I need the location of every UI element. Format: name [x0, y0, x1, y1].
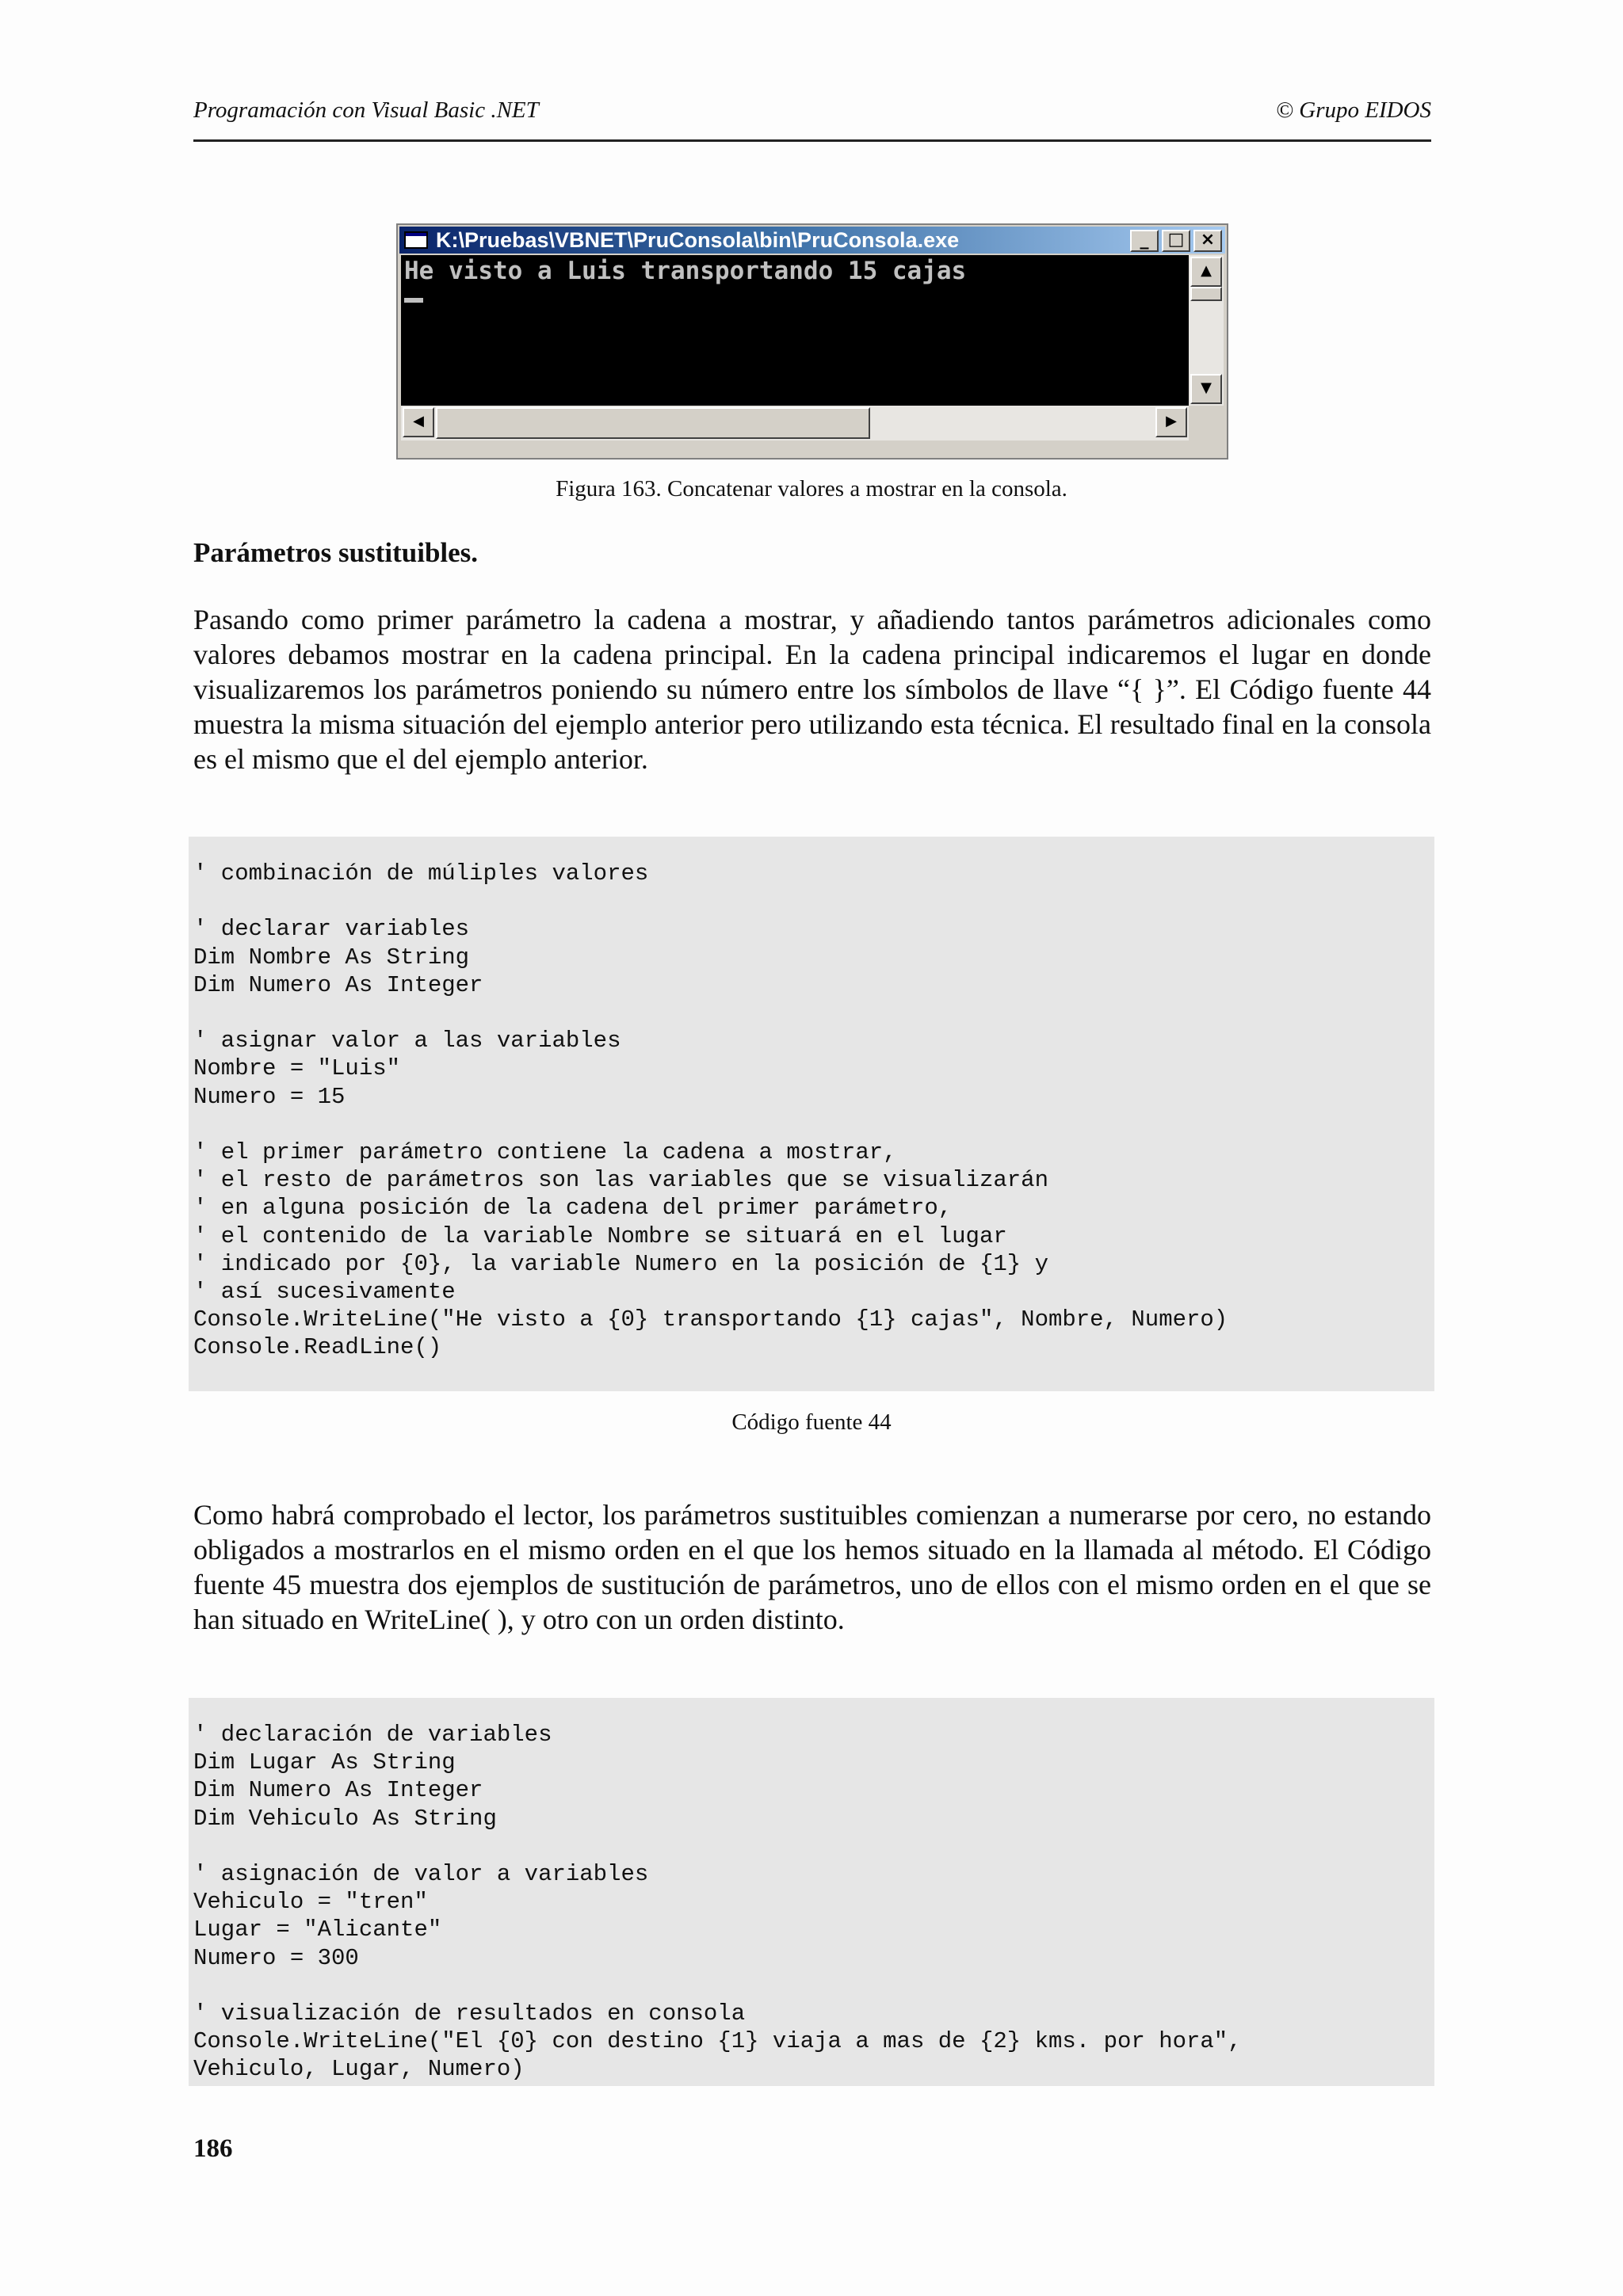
resize-grip-icon	[1189, 406, 1224, 441]
code-block-45: ' declaración de variables Dim Lugar As String Dim Numero As Integer Dim Vehiculo As String ' asignación de valor a variables Vehiculo = "tren" Lugar = "Alicante" Numero = 300 ' visualización de resultados en consola Console.WriteLine("El {0} con destino {1} viaja a mas de {2} kms. por hora", Vehiculo, Lugar, Numero)	[189, 1698, 1434, 2086]
figure-caption: Figura 163. Concatenar valores a mostrar en la consola.	[556, 476, 1067, 502]
minimize-icon: _	[1130, 230, 1159, 252]
header-publisher: © Grupo EIDOS	[1275, 97, 1431, 123]
paragraph-2: Como habrá comprobado el lector, los parámetros sustituibles comienzan a numerarse por cero, no estando obligados a mostrarlos en el mismo orden en el que los hemos situado en la llamada al método. El Código fuente 45 muestra dos ejemplos de sustitución de parámetros, uno de ellos con el mismo orden en el que se han situado en WriteLine( ), y otro con un orden distinto.	[193, 1499, 1431, 1635]
console-window-icon	[404, 231, 428, 249]
horizontal-scrollbar	[401, 406, 1189, 441]
vertical-scrollbar	[1189, 255, 1224, 406]
scroll-left-arrow-icon: ◀	[403, 407, 434, 437]
page-number: 186	[193, 2134, 233, 2163]
page-header	[193, 95, 1431, 142]
horizontal-scroll-thumb	[436, 407, 870, 439]
code-block-44: ' combinación de múliples valores ' declarar variables Dim Nombre As String Dim Numero As Integer ' asignar valor a las variables Nombre = "Luis" Numero = 15 ' el primer parámetro contiene la cadena a mostrar, ' el resto de parámetros son las variables que se visualizarán ' en alguna posición de la cadena del primer parámetro, ' el contenido de la variable Nombre se situará en el lugar ' indicado por {0}, la variable Numero en la posición de {1} y ' así sucesivamente Console.WriteLine("He visto a {0} transportando {1} cajas", Nombre, Numero) Console.ReadLine()	[189, 837, 1434, 1391]
console-cursor	[404, 298, 423, 303]
maximize-icon: □	[1162, 230, 1190, 252]
scroll-down-arrow-icon: ▼	[1190, 374, 1222, 404]
scroll-up-arrow-icon: ▲	[1190, 257, 1222, 287]
header-book-title: Programación con Visual Basic .NET	[193, 97, 539, 123]
scroll-right-arrow-icon: ▶	[1155, 407, 1187, 437]
console-output-text: He visto a Luis transportando 15 cajas	[404, 257, 967, 285]
vertical-scroll-thumb	[1190, 287, 1222, 301]
paragraph-1: Pasando como primer parámetro la cadena a mostrar, y añadiendo tantos parámetros adicionales como valores debamos mostrar en la cadena principal. En la cadena principal indicaremos el lugar en donde visualizaremos los parámetros poniendo su número entre los símbolos de llave “{ }”. El Código fuente 44 muestra la misma situación del ejemplo anterior pero utilizando esta técnica. El resultado final en la consola es el mismo que el del ejemplo anterior.	[193, 604, 1431, 775]
close-icon: ×	[1193, 230, 1222, 252]
console-window-figure	[396, 223, 1228, 460]
code-caption-44: Código fuente 44	[731, 1409, 892, 1435]
section-title: Parámetros sustituibles.	[193, 537, 479, 568]
console-output-area	[401, 255, 1189, 406]
console-titlebar	[399, 227, 1225, 254]
console-window-title: K:\Pruebas\VBNET\PruConsola\bin\PruConsola.exe	[436, 228, 960, 252]
